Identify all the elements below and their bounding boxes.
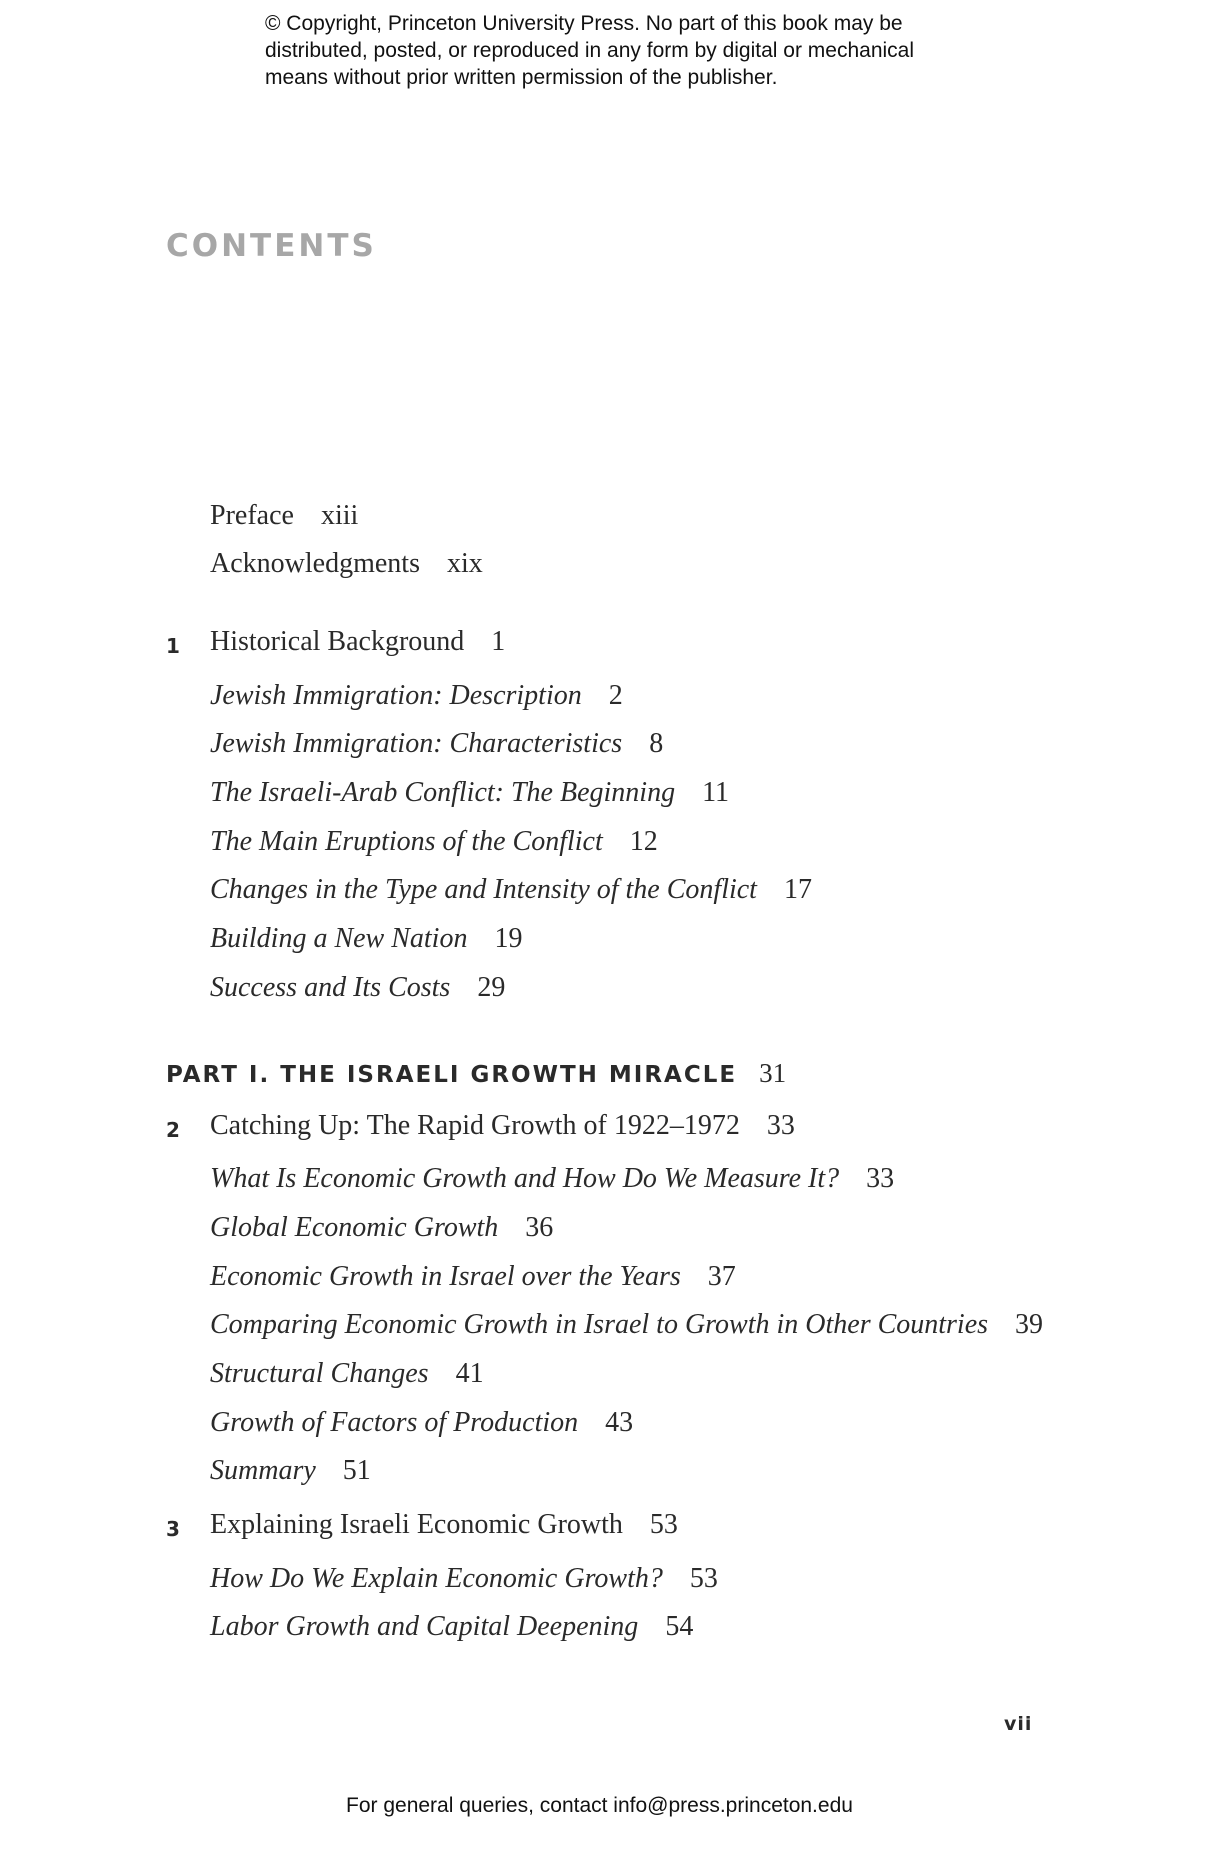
- toc-section[interactable]: [210, 680, 623, 712]
- section-title: Summary: [210, 1455, 316, 1486]
- section-title: Changes in the Type and Intensity of the Conflict: [210, 874, 757, 905]
- chapter-title: Historical Background: [210, 626, 465, 657]
- section-title: How Do We Explain Economic Growth?: [210, 1563, 663, 1594]
- section-page: 37: [707, 1261, 736, 1292]
- section-title: Labor Growth and Capital Deepening: [210, 1611, 639, 1642]
- toc-section[interactable]: [210, 1358, 484, 1390]
- footer-contact: For general queries, contact info@press.princeton.edu: [346, 1794, 853, 1817]
- copyright-notice: [265, 10, 1025, 91]
- toc-section[interactable]: [210, 1309, 1043, 1341]
- toc-part-1[interactable]: [166, 1058, 786, 1089]
- chapter-page: 1: [491, 626, 506, 657]
- section-title: Structural Changes: [210, 1358, 429, 1389]
- section-title: The Israeli-Arab Conflict: The Beginning: [210, 777, 676, 808]
- section-page: 43: [605, 1407, 634, 1438]
- chapter-number: 3: [166, 1517, 180, 1541]
- part-page: 31: [759, 1058, 787, 1088]
- page-number: vii: [1004, 1713, 1033, 1735]
- section-page: 11: [702, 777, 730, 808]
- chapter-number: 2: [166, 1118, 180, 1142]
- toc-section[interactable]: [210, 1563, 718, 1595]
- section-page: 17: [783, 874, 812, 905]
- section-page: 29: [477, 972, 506, 1003]
- toc-section[interactable]: [210, 1212, 553, 1244]
- toc-section[interactable]: [210, 1455, 371, 1487]
- copyright-line: means without prior written permission of the publisher.: [265, 66, 778, 89]
- toc-section[interactable]: [210, 874, 812, 906]
- toc-section[interactable]: [210, 1407, 633, 1439]
- toc-chapter-2[interactable]: [166, 1110, 795, 1142]
- section-page: 41: [455, 1358, 484, 1389]
- entry-title: Acknowledgments: [210, 548, 420, 579]
- section-title: The Main Eruptions of the Conflict: [210, 826, 603, 857]
- section-title: Global Economic Growth: [210, 1212, 499, 1243]
- toc-section[interactable]: [210, 1163, 894, 1195]
- entry-page: xiii: [320, 500, 359, 531]
- toc-chapter-3[interactable]: [166, 1509, 678, 1541]
- chapter-page: 53: [649, 1509, 678, 1540]
- section-page: 39: [1015, 1309, 1044, 1340]
- copyright-line: © Copyright, Princeton University Press. No part of this book may be: [265, 12, 903, 35]
- copyright-line: distributed, posted, or reproduced in any form by digital or mechanical: [265, 39, 915, 62]
- section-title: Jewish Immigration: Characteristics: [210, 728, 623, 759]
- toc-section[interactable]: [210, 1261, 736, 1293]
- toc-chapter-1[interactable]: [166, 626, 506, 658]
- section-page: 19: [494, 923, 523, 954]
- section-title: What Is Economic Growth and How Do We Measure It?: [210, 1163, 840, 1194]
- section-title: Jewish Immigration: Description: [210, 680, 582, 711]
- entry-page: xix: [446, 548, 483, 579]
- section-title: Economic Growth in Israel over the Years: [210, 1261, 681, 1292]
- section-page: 51: [342, 1455, 371, 1486]
- toc-section[interactable]: [210, 1611, 693, 1643]
- section-page: 36: [525, 1212, 554, 1243]
- toc-section[interactable]: [210, 923, 522, 955]
- section-title: Building a New Nation: [210, 923, 468, 954]
- section-page: 12: [629, 826, 658, 857]
- toc-entry-acknowledgments[interactable]: [210, 548, 483, 580]
- section-title: Comparing Economic Growth in Israel to Growth in Other Countries: [210, 1309, 989, 1340]
- chapter-page: 33: [766, 1110, 795, 1141]
- toc-entry-preface[interactable]: [210, 500, 358, 532]
- toc-section[interactable]: [210, 777, 729, 809]
- chapter-title: Explaining Israeli Economic Growth: [210, 1509, 623, 1540]
- section-page: 2: [608, 680, 623, 711]
- section-page: 53: [689, 1563, 718, 1594]
- chapter-title: Catching Up: The Rapid Growth of 1922–1972: [210, 1110, 740, 1141]
- toc-section[interactable]: [210, 972, 505, 1004]
- chapter-number: 1: [166, 634, 180, 658]
- section-page: 8: [649, 728, 664, 759]
- toc-section[interactable]: [210, 826, 658, 858]
- part-title: PART I. THE ISRAELI GROWTH MIRACLE: [166, 1062, 738, 1088]
- section-page: 33: [866, 1163, 895, 1194]
- contents-heading: CONTENTS: [166, 228, 377, 264]
- section-page: 54: [665, 1611, 694, 1642]
- section-title: Growth of Factors of Production: [210, 1407, 579, 1438]
- toc-section[interactable]: [210, 728, 663, 760]
- section-title: Success and Its Costs: [210, 972, 451, 1003]
- entry-title: Preface: [210, 500, 294, 531]
